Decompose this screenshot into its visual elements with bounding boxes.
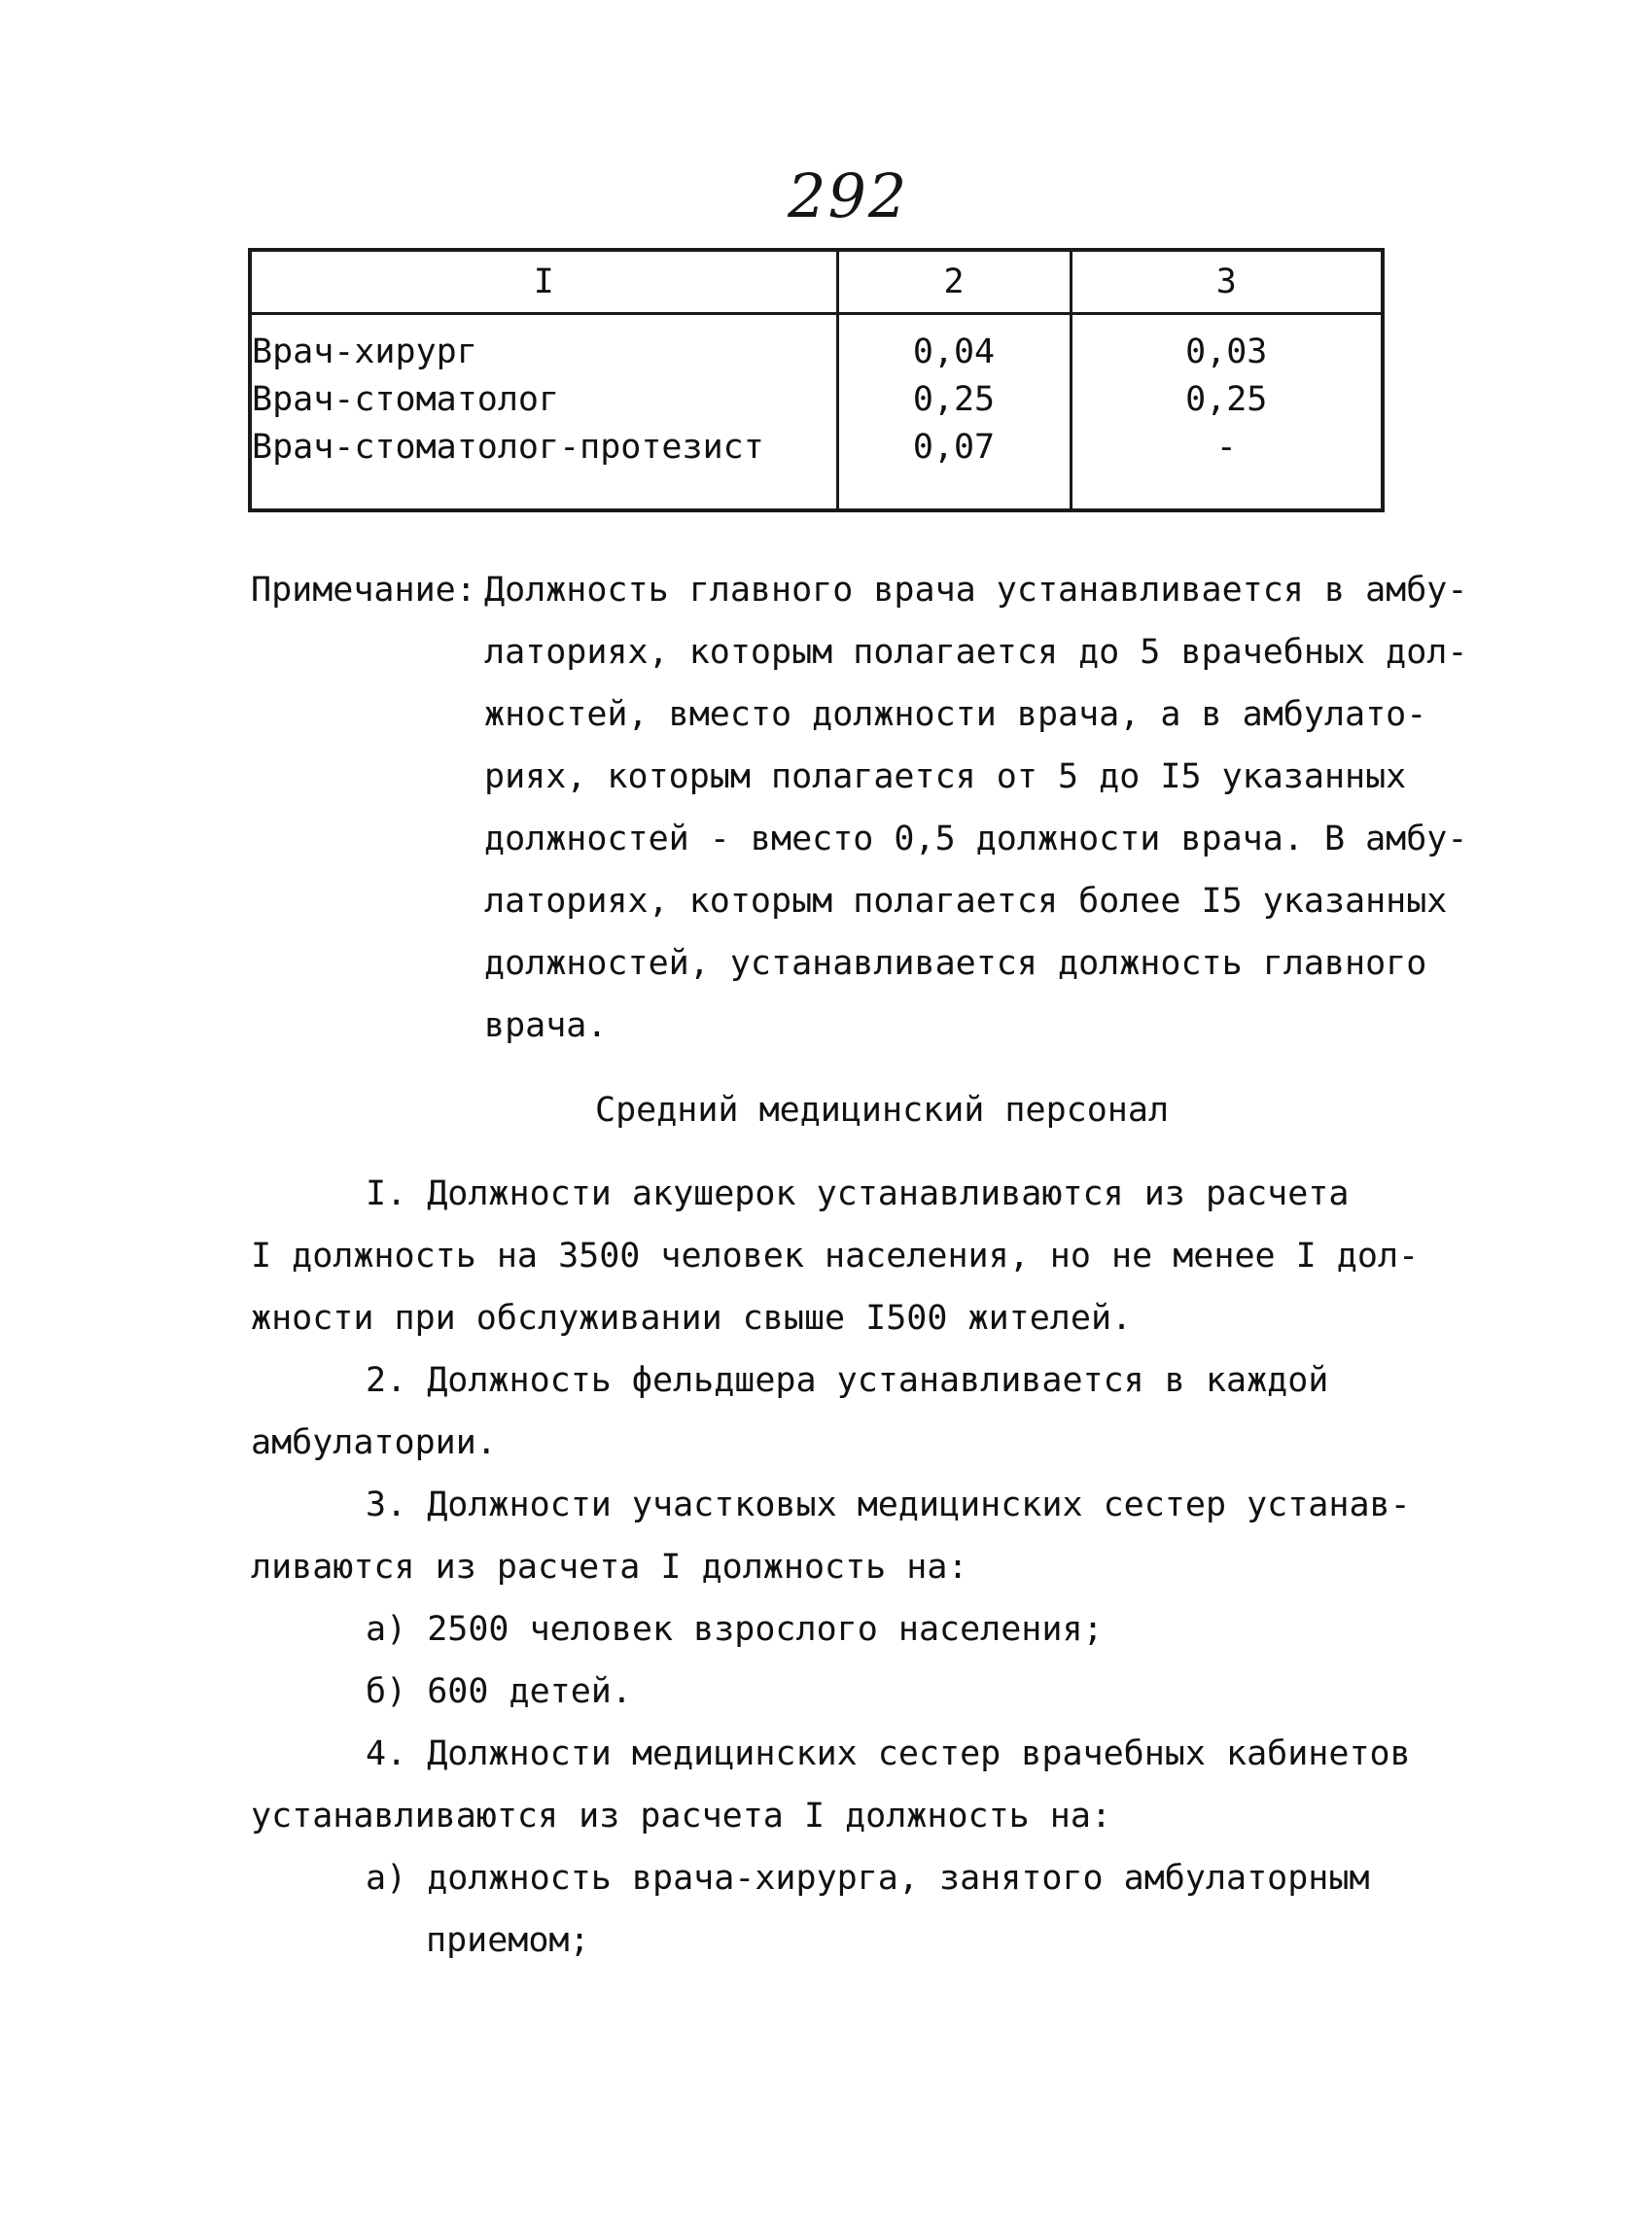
note-text <box>484 559 1468 1057</box>
section-heading: Средний медицинский персонал <box>595 1091 1170 1130</box>
note-line: должностей, устанавливается должность главного <box>484 944 1427 983</box>
page-number: 292 <box>788 160 909 231</box>
paragraph-line: 3. Должности участковых медицинских сестер устанав- <box>366 1486 1411 1524</box>
note-line: латориях, которым полагается до 5 врачебных дол- <box>484 633 1468 672</box>
position-names-cell <box>250 314 837 511</box>
list-item: а) 2500 человек взрослого населения; <box>366 1610 1104 1649</box>
note-line: латориях, которым полагается более I5 указанных <box>484 882 1448 921</box>
table-header-row <box>250 250 1383 314</box>
note-line: Должность главного врача устанавливается в амбу- <box>484 571 1468 610</box>
table-cell-col2: 0,04 <box>912 332 996 371</box>
table-row <box>250 314 1383 511</box>
col3-values-cell <box>1071 314 1383 511</box>
table-cell-name: Врач-стоматолог-протезист <box>252 428 764 467</box>
paragraph-line: жности при обслуживании свыше I500 жителей. <box>251 1299 1133 1338</box>
body-text <box>251 1163 1418 1972</box>
paragraph-line: ливаются из расчета I должность на: <box>251 1548 968 1587</box>
table-cell-name: Врач-хирург <box>252 332 477 371</box>
paragraph-line: I. Должности акушерок устанавливаются из расчета <box>366 1174 1350 1213</box>
note-line: риях, которым полагается от 5 до I5 указанных <box>484 757 1407 796</box>
paragraph-line: I должность на 3500 человек населения, но не менее I дол- <box>251 1237 1420 1276</box>
list-item: а) должность врача-хирурга, занятого амбулаторным <box>366 1859 1370 1898</box>
paragraph-line: 4. Должности медицинских сестер врачебных кабинетов <box>366 1734 1411 1773</box>
table-cell-col3: - <box>1215 428 1237 467</box>
table-cell-name: Врач-стоматолог <box>252 380 560 419</box>
table-header-col1: I <box>250 250 837 314</box>
note-line: врача. <box>484 1006 608 1045</box>
staff-table <box>248 248 1385 512</box>
list-item: б) 600 детей. <box>366 1672 632 1711</box>
note-label: Примечание: <box>251 571 476 610</box>
table-cell-col3: 0,03 <box>1185 332 1268 371</box>
list-item-continuation: приемом; <box>426 1921 590 1960</box>
table-header-col2: 2 <box>837 250 1071 314</box>
note-line: должностей - вместо 0,5 должности врача. В амбу- <box>484 820 1468 858</box>
paragraph-line: амбулатории. <box>251 1423 497 1462</box>
paragraph-line: устанавливаются из расчета I должность на: <box>251 1797 1112 1836</box>
paragraph-line: 2. Должность фельдшера устанавливается в каждой <box>366 1361 1329 1400</box>
table-cell-col3: 0,25 <box>1185 380 1268 419</box>
table-cell-col2: 0,25 <box>912 380 996 419</box>
table-header-col3: 3 <box>1071 250 1383 314</box>
col2-values-cell <box>837 314 1071 511</box>
note-line: жностей, вместо должности врача, а в амбулато- <box>484 695 1427 734</box>
table-cell-col2: 0,07 <box>912 428 996 467</box>
